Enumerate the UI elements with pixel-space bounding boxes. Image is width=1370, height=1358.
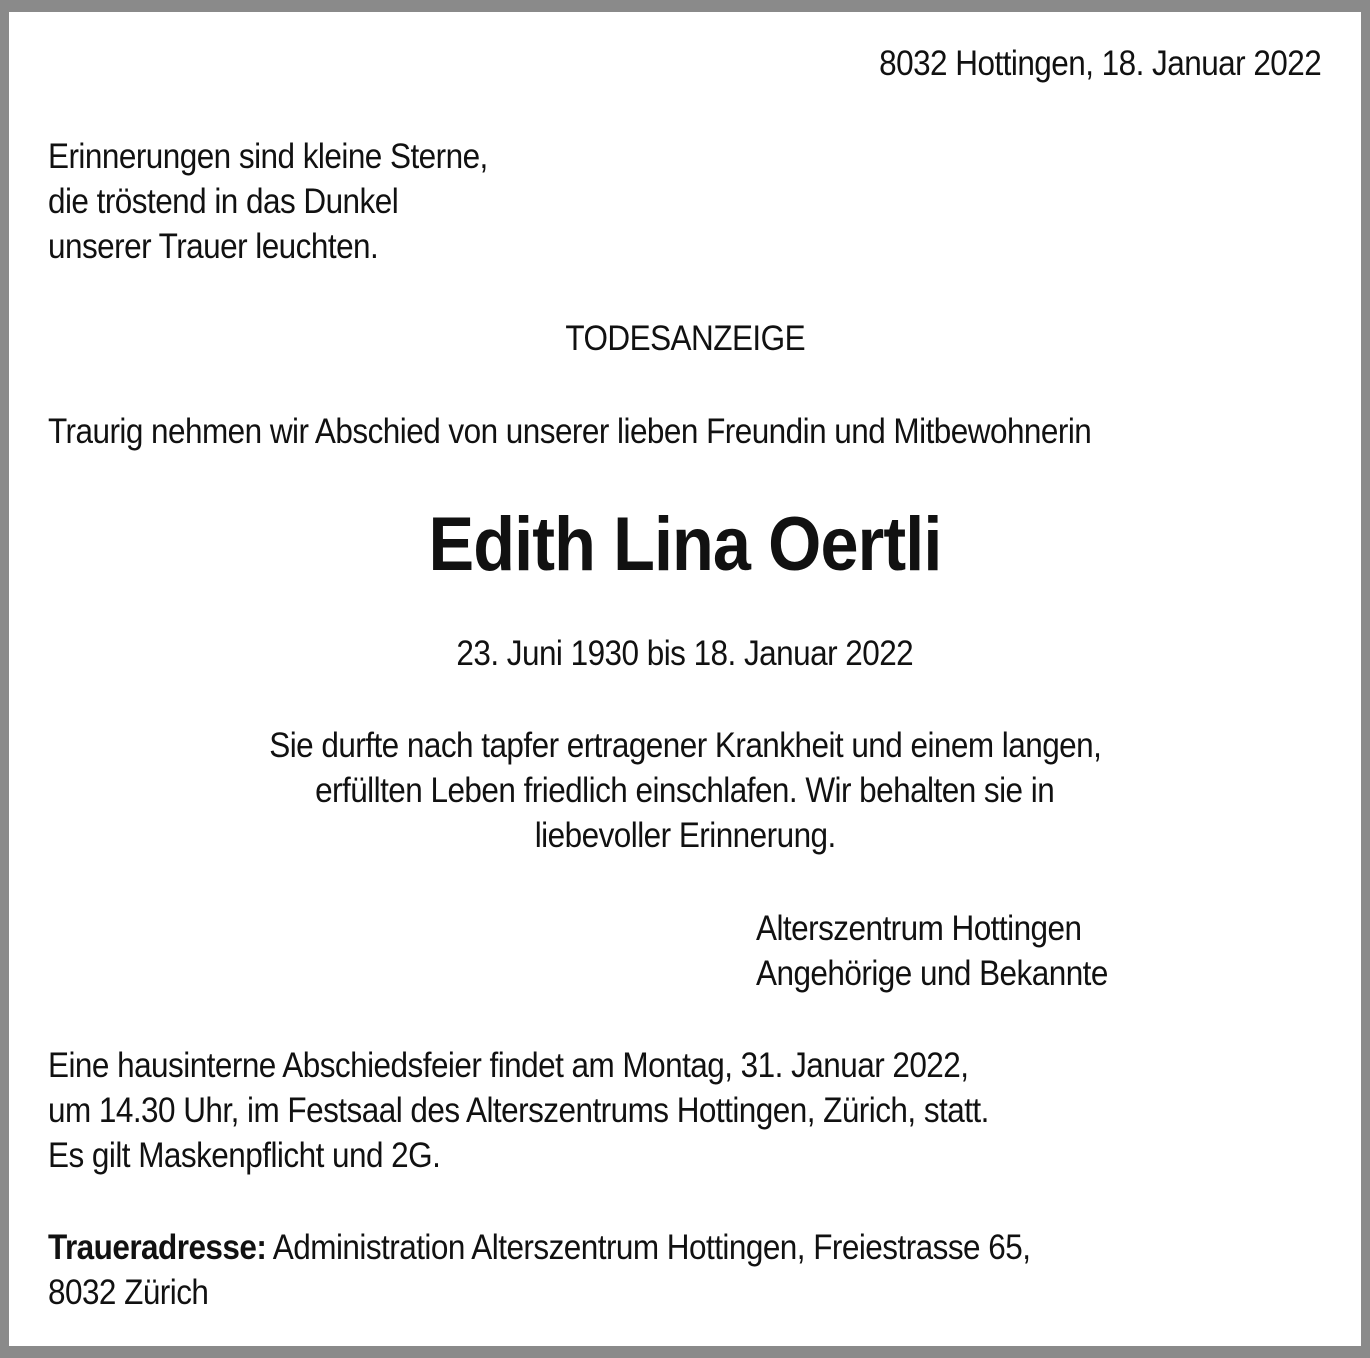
address-line-1 (48, 1225, 1030, 1270)
signatory-line: Alterszentrum Hottingen (756, 909, 1082, 948)
motto-verse (48, 134, 488, 269)
message-line: Sie durfte nach tapfer ertragener Krankheit und einem langen, (268, 726, 1102, 765)
ceremony-info (48, 1043, 989, 1178)
address-label: Traueradresse: (48, 1228, 267, 1267)
ceremony-line: um 14.30 Uhr, im Festsaal des Alterszentrums Hottingen, Zürich, statt. (48, 1091, 989, 1130)
ceremony-line: Eine hausinterne Abschiedsfeier findet am Montag, 31. Januar 2022, (48, 1046, 969, 1085)
motto-line: Erinnerungen sind kleine Sterne, (48, 137, 488, 176)
message-line: liebevoller Erinnerung. (534, 816, 836, 855)
ceremony-line: Es gilt Maskenpflicht und 2G. (48, 1136, 441, 1175)
obituary-notice (9, 12, 1361, 1346)
message-line: erfüllten Leben friedlich einschlafen. Wir behalten sie in (315, 771, 1055, 810)
notice-heading: TODESANZEIGE (565, 319, 805, 358)
signatories (756, 906, 1108, 996)
farewell-message (9, 723, 1361, 858)
address-line-2: 8032 Zürich (48, 1273, 209, 1312)
motto-line: unserer Trauer leuchten. (48, 227, 379, 266)
mourning-address (48, 1225, 1030, 1315)
place-date: 8032 Hottingen, 18. Januar 2022 (878, 44, 1321, 83)
intro-text: Traurig nehmen wir Abschied von unserer lieben Freundin und Mitbewohnerin (48, 412, 1092, 451)
motto-line: die tröstend in das Dunkel (48, 182, 399, 221)
address-text: Administration Alterszentrum Hottingen, Freiestrasse 65, (266, 1228, 1031, 1267)
signatory-line: Angehörige und Bekannte (756, 954, 1108, 993)
deceased-name: Edith Lina Oertli (428, 502, 942, 587)
life-dates: 23. Juni 1930 bis 18. Januar 2022 (456, 634, 914, 673)
